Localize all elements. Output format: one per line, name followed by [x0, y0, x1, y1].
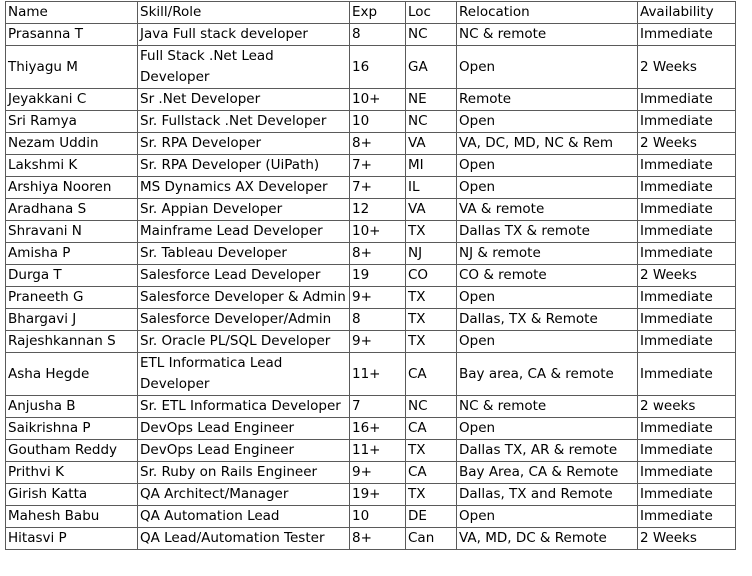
cell-skill: QA Automation Lead	[138, 506, 350, 528]
cell-relocation: Open	[457, 46, 638, 89]
cell-availability: 2 weeks	[638, 396, 736, 418]
header-relocation: Relocation	[457, 2, 638, 24]
cell-skill: Java Full stack developer	[138, 24, 350, 46]
table-row	[6, 484, 736, 506]
cell-skill: Sr. RPA Developer	[138, 133, 350, 155]
cell-name: Goutham Reddy	[6, 440, 138, 462]
candidate-table	[5, 1, 736, 550]
table-row	[6, 199, 736, 221]
cell-loc: TX	[406, 440, 457, 462]
cell-exp: 9+	[350, 331, 406, 353]
cell-availability: Immediate	[638, 111, 736, 133]
cell-loc: TX	[406, 221, 457, 243]
cell-skill: Salesforce Developer/Admin	[138, 309, 350, 331]
table-body	[6, 2, 736, 550]
cell-name: Aradhana S	[6, 199, 138, 221]
cell-name: Mahesh Babu	[6, 506, 138, 528]
cell-loc: MI	[406, 155, 457, 177]
cell-name: Prasanna T	[6, 24, 138, 46]
cell-skill: Salesforce Developer & Admin	[138, 287, 350, 309]
cell-name: Nezam Uddin	[6, 133, 138, 155]
header-skill: Skill/Role	[138, 2, 350, 24]
cell-relocation: CO & remote	[457, 265, 638, 287]
cell-exp: 19+	[350, 484, 406, 506]
cell-name: Bhargavi J	[6, 309, 138, 331]
cell-exp: 7+	[350, 177, 406, 199]
table-row	[6, 46, 736, 89]
cell-relocation: Dallas TX & remote	[457, 221, 638, 243]
table-row	[6, 265, 736, 287]
cell-exp: 8+	[350, 133, 406, 155]
cell-availability: Immediate	[638, 24, 736, 46]
cell-loc: NE	[406, 89, 457, 111]
cell-name: Praneeth G	[6, 287, 138, 309]
table-row	[6, 133, 736, 155]
cell-relocation: VA, DC, MD, NC & Rem	[457, 133, 638, 155]
cell-availability: Immediate	[638, 418, 736, 440]
cell-relocation: Open	[457, 331, 638, 353]
cell-exp: 7+	[350, 155, 406, 177]
table-row	[6, 177, 736, 199]
cell-name: Arshiya Nooren	[6, 177, 138, 199]
cell-exp: 8	[350, 24, 406, 46]
cell-loc: CA	[406, 462, 457, 484]
cell-relocation: NC & remote	[457, 396, 638, 418]
header-availability: Availability	[638, 2, 736, 24]
cell-skill: QA Architect/Manager	[138, 484, 350, 506]
cell-relocation: Open	[457, 418, 638, 440]
cell-name: Asha Hegde	[6, 353, 138, 396]
cell-name: Thiyagu M	[6, 46, 138, 89]
cell-availability: 2 Weeks	[638, 528, 736, 550]
candidate-table-container	[5, 1, 736, 550]
table-row	[6, 331, 736, 353]
cell-exp: 11+	[350, 353, 406, 396]
cell-loc: NJ	[406, 243, 457, 265]
cell-exp: 9+	[350, 287, 406, 309]
cell-availability: Immediate	[638, 506, 736, 528]
cell-exp: 12	[350, 199, 406, 221]
cell-availability: Immediate	[638, 331, 736, 353]
cell-loc: NC	[406, 111, 457, 133]
cell-relocation: Remote	[457, 89, 638, 111]
table-row	[6, 111, 736, 133]
cell-skill: ETL Informatica Lead Developer	[138, 353, 350, 396]
cell-skill: Salesforce Lead Developer	[138, 265, 350, 287]
cell-availability: Immediate	[638, 199, 736, 221]
cell-loc: GA	[406, 46, 457, 89]
cell-exp: 10	[350, 506, 406, 528]
table-row	[6, 506, 736, 528]
cell-relocation: VA & remote	[457, 199, 638, 221]
cell-name: Sri Ramya	[6, 111, 138, 133]
cell-relocation: Open	[457, 506, 638, 528]
cell-loc: CA	[406, 353, 457, 396]
cell-availability: Immediate	[638, 462, 736, 484]
cell-name: Amisha P	[6, 243, 138, 265]
cell-skill: Sr. Fullstack .Net Developer	[138, 111, 350, 133]
table-row	[6, 89, 736, 111]
table-row	[6, 287, 736, 309]
cell-exp: 10	[350, 111, 406, 133]
cell-name: Hitasvi P	[6, 528, 138, 550]
cell-name: Rajeshkannan S	[6, 331, 138, 353]
cell-name: Lakshmi K	[6, 155, 138, 177]
table-row	[6, 309, 736, 331]
cell-exp: 8+	[350, 528, 406, 550]
cell-name: Saikrishna P	[6, 418, 138, 440]
cell-skill: DevOps Lead Engineer	[138, 418, 350, 440]
cell-availability: Immediate	[638, 484, 736, 506]
cell-loc: CO	[406, 265, 457, 287]
cell-loc: TX	[406, 287, 457, 309]
table-row	[6, 221, 736, 243]
cell-name: Anjusha B	[6, 396, 138, 418]
cell-relocation: VA, MD, DC & Remote	[457, 528, 638, 550]
cell-skill: Sr .Net Developer	[138, 89, 350, 111]
table-row	[6, 155, 736, 177]
cell-availability: Immediate	[638, 243, 736, 265]
cell-exp: 7	[350, 396, 406, 418]
table-row	[6, 396, 736, 418]
cell-relocation: NC & remote	[457, 24, 638, 46]
cell-exp: 9+	[350, 462, 406, 484]
cell-loc: TX	[406, 484, 457, 506]
cell-skill: Sr. Ruby on Rails Engineer	[138, 462, 350, 484]
cell-loc: TX	[406, 309, 457, 331]
cell-skill: QA Lead/Automation Tester	[138, 528, 350, 550]
cell-availability: Immediate	[638, 155, 736, 177]
cell-availability: 2 Weeks	[638, 265, 736, 287]
cell-name: Durga T	[6, 265, 138, 287]
cell-loc: TX	[406, 331, 457, 353]
table-row	[6, 418, 736, 440]
cell-skill: MS Dynamics AX Developer	[138, 177, 350, 199]
cell-availability: 2 Weeks	[638, 133, 736, 155]
cell-loc: Can	[406, 528, 457, 550]
cell-skill: Sr. ETL Informatica Developer	[138, 396, 350, 418]
table-row	[6, 243, 736, 265]
cell-availability: Immediate	[638, 287, 736, 309]
cell-loc: VA	[406, 133, 457, 155]
cell-name: Jeyakkani C	[6, 89, 138, 111]
cell-relocation: Open	[457, 177, 638, 199]
cell-exp: 19	[350, 265, 406, 287]
cell-relocation: Open	[457, 287, 638, 309]
cell-loc: NC	[406, 24, 457, 46]
header-exp: Exp	[350, 2, 406, 24]
cell-relocation: Open	[457, 111, 638, 133]
cell-relocation: NJ & remote	[457, 243, 638, 265]
cell-exp: 10+	[350, 221, 406, 243]
table-row	[6, 24, 736, 46]
table-row	[6, 440, 736, 462]
cell-availability: 2 Weeks	[638, 46, 736, 89]
cell-relocation: Dallas TX, AR & remote	[457, 440, 638, 462]
cell-relocation: Bay Area, CA & Remote	[457, 462, 638, 484]
cell-skill: DevOps Lead Engineer	[138, 440, 350, 462]
cell-exp: 16	[350, 46, 406, 89]
cell-relocation: Dallas, TX and Remote	[457, 484, 638, 506]
cell-name: Girish Katta	[6, 484, 138, 506]
cell-relocation: Dallas, TX & Remote	[457, 309, 638, 331]
cell-exp: 8	[350, 309, 406, 331]
cell-loc: VA	[406, 199, 457, 221]
table-row	[6, 462, 736, 484]
cell-availability: Immediate	[638, 177, 736, 199]
header-loc: Loc	[406, 2, 457, 24]
cell-skill: Sr. Oracle PL/SQL Developer	[138, 331, 350, 353]
cell-relocation: Bay area, CA & remote	[457, 353, 638, 396]
cell-skill: Sr. Tableau Developer	[138, 243, 350, 265]
cell-loc: CA	[406, 418, 457, 440]
table-row	[6, 528, 736, 550]
cell-availability: Immediate	[638, 353, 736, 396]
cell-exp: 11+	[350, 440, 406, 462]
cell-exp: 10+	[350, 89, 406, 111]
cell-skill: Sr. Appian Developer	[138, 199, 350, 221]
cell-exp: 16+	[350, 418, 406, 440]
cell-skill: Sr. RPA Developer (UiPath)	[138, 155, 350, 177]
header-row	[6, 2, 736, 24]
header-name: Name	[6, 2, 138, 24]
cell-skill: Full Stack .Net Lead Developer	[138, 46, 350, 89]
cell-loc: NC	[406, 396, 457, 418]
cell-name: Prithvi K	[6, 462, 138, 484]
cell-availability: Immediate	[638, 221, 736, 243]
cell-name: Shravani N	[6, 221, 138, 243]
cell-availability: Immediate	[638, 309, 736, 331]
cell-skill: Mainframe Lead Developer	[138, 221, 350, 243]
cell-availability: Immediate	[638, 440, 736, 462]
cell-loc: DE	[406, 506, 457, 528]
cell-exp: 8+	[350, 243, 406, 265]
cell-availability: Immediate	[638, 89, 736, 111]
cell-loc: IL	[406, 177, 457, 199]
table-row	[6, 353, 736, 396]
cell-relocation: Open	[457, 155, 638, 177]
